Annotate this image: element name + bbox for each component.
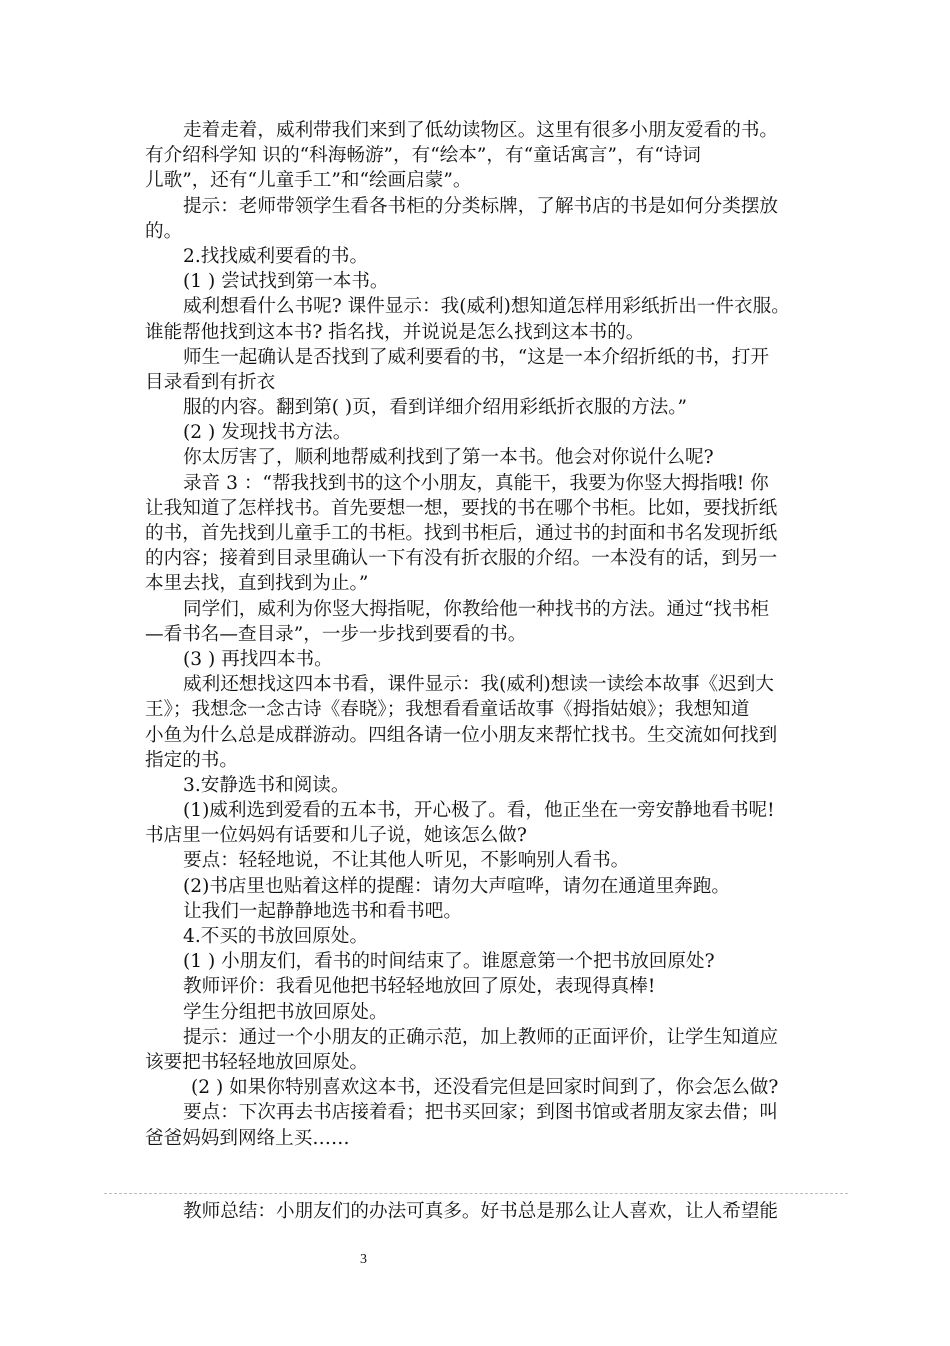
text-line: 书店里一位妈妈有话要和儿子说，她该怎么做? (145, 825, 527, 847)
text-line: (2)书店里也贴着这样的提醒：请勿大声喧哗，请勿在通道里奔跑。 (183, 875, 730, 897)
text-line: (3 ) 再找四本书。 (183, 648, 333, 670)
text-line: 4.不买的书放回原处。 (183, 926, 369, 947)
text-line: 目录看到有折衣 (145, 371, 276, 393)
text-line: 指定的书。 (145, 749, 238, 771)
text-line: 3.安静选书和阅读。 (183, 774, 350, 796)
page-number: 3 (360, 1252, 367, 1267)
text-line: 走着走着，威利带我们来到了低幼读物区。这里有很多小朋友爱看的书。 (183, 120, 779, 141)
text-line: —看书名—查目录”，一步一步找到要看的书。 (145, 623, 527, 645)
text-line: 威利想看什么书呢? 课件显示：我(威利)想知道怎样用彩纸折出一件衣服。 (183, 296, 790, 318)
text-line: 教师评价：我看见他把书轻轻地放回了原处，表现得真棒! (183, 976, 656, 998)
text-line: 王》；我想念一念古诗《春晓》；我想看看童话故事《拇指姑娘》；我想知道 (145, 699, 750, 721)
document-body-continued (145, 1199, 817, 1224)
text-line: 服的内容。翻到第( )页，看到详细介绍用彩纸折衣服的方法。” (183, 397, 688, 419)
text-line: 要点：轻轻地说，不让其他人听见，不影响别人看书。 (183, 850, 630, 872)
text-line: 让我知道了怎样找书。首先要想一想，要找的书在哪个书柜。比如，要找折纸 (145, 497, 778, 519)
text-line: (2 ) 如果你特别喜欢这本书，还没看完但是回家时间到了，你会怎么做? (191, 1077, 779, 1099)
text-line: 爸爸妈妈到网络上买…… (145, 1127, 350, 1149)
text-line: 提示：通过一个小朋友的正确示范，加上教师的正面评价，让学生知道应 (183, 1026, 779, 1048)
text-line: 本里去找，直到找到为止。” (145, 573, 369, 595)
text-line: 小鱼为什么总是成群游动。四组各请一位小朋友来帮忙找书。生交流如何找到 (145, 724, 778, 746)
document-body (145, 118, 817, 1151)
text-line: 该要把书轻轻地放回原处。 (145, 1051, 369, 1073)
text-line: 学生分组把书放回原处。 (183, 1001, 388, 1023)
text-line: 你太厉害了，顺利地帮威利找到了第一本书。他会对你说什么呢? (183, 447, 714, 469)
text-line: 师生一起确认是否找到了威利要看的书，“这是一本介绍折纸的书，打开 (183, 346, 769, 368)
text-line: 让我们一起静静地选书和看书吧。 (183, 900, 462, 922)
text-line: 同学们，威利为你竖大拇指呢，你教给他一种找书的方法。通过“找书柜 (183, 598, 769, 620)
text-line: 录音 3 ：“帮我找到书的这个小朋友，真能干，我要为你竖大拇指哦! 你 (183, 472, 769, 494)
text-line: 儿歌”，还有“儿童手工”和“绘画启蒙”。 (145, 170, 472, 192)
text-line: (1 ) 小朋友们，看书的时间结束了。谁愿意第一个把书放回原处? (183, 951, 715, 973)
text-line: 的书，首先找到儿童手工的书柜。找到书柜后，通过书的封面和书名发现折纸 (145, 523, 778, 544)
text-line: 提示：老师带领学生看各书柜的分类标牌，了解书店的书是如何分类摆放 (183, 195, 779, 217)
text-line: (1 ) 尝试找到第一本书。 (183, 271, 389, 293)
text-line: (2 ) 发现找书方法。 (183, 422, 352, 444)
text-line: (1)威利选到爱看的五本书，开心极了。看，他正坐在一旁安静地看书呢! (183, 800, 775, 822)
text-line: 谁能帮他找到这本书? 指名找，并说说是怎么找到这本书的。 (145, 321, 645, 343)
text-line: 有介绍科学知 识的“科海畅游”，有“绘本”，有“童话寓言”，有“诗词 (145, 145, 701, 167)
text-line: 教师总结：小朋友们的办法可真多。好书总是那么让人喜欢，让人希望能 (183, 1201, 779, 1222)
text-line: 威利还想找这四本书看，课件显示：我(威利)想读一读绘本故事《迟到大 (183, 674, 774, 696)
text-line: 2.找找威利要看的书。 (183, 245, 369, 267)
text-line: 要点：下次再去书店接着看；把书买回家；到图书馆或者朋友家去借；叫 (183, 1102, 779, 1124)
text-line: 的。 (145, 220, 183, 242)
page-divider (104, 1193, 848, 1194)
text-line: 的内容；接着到目录里确认一下有没有折衣服的介绍。一本没有的话，到另一 (145, 548, 778, 570)
